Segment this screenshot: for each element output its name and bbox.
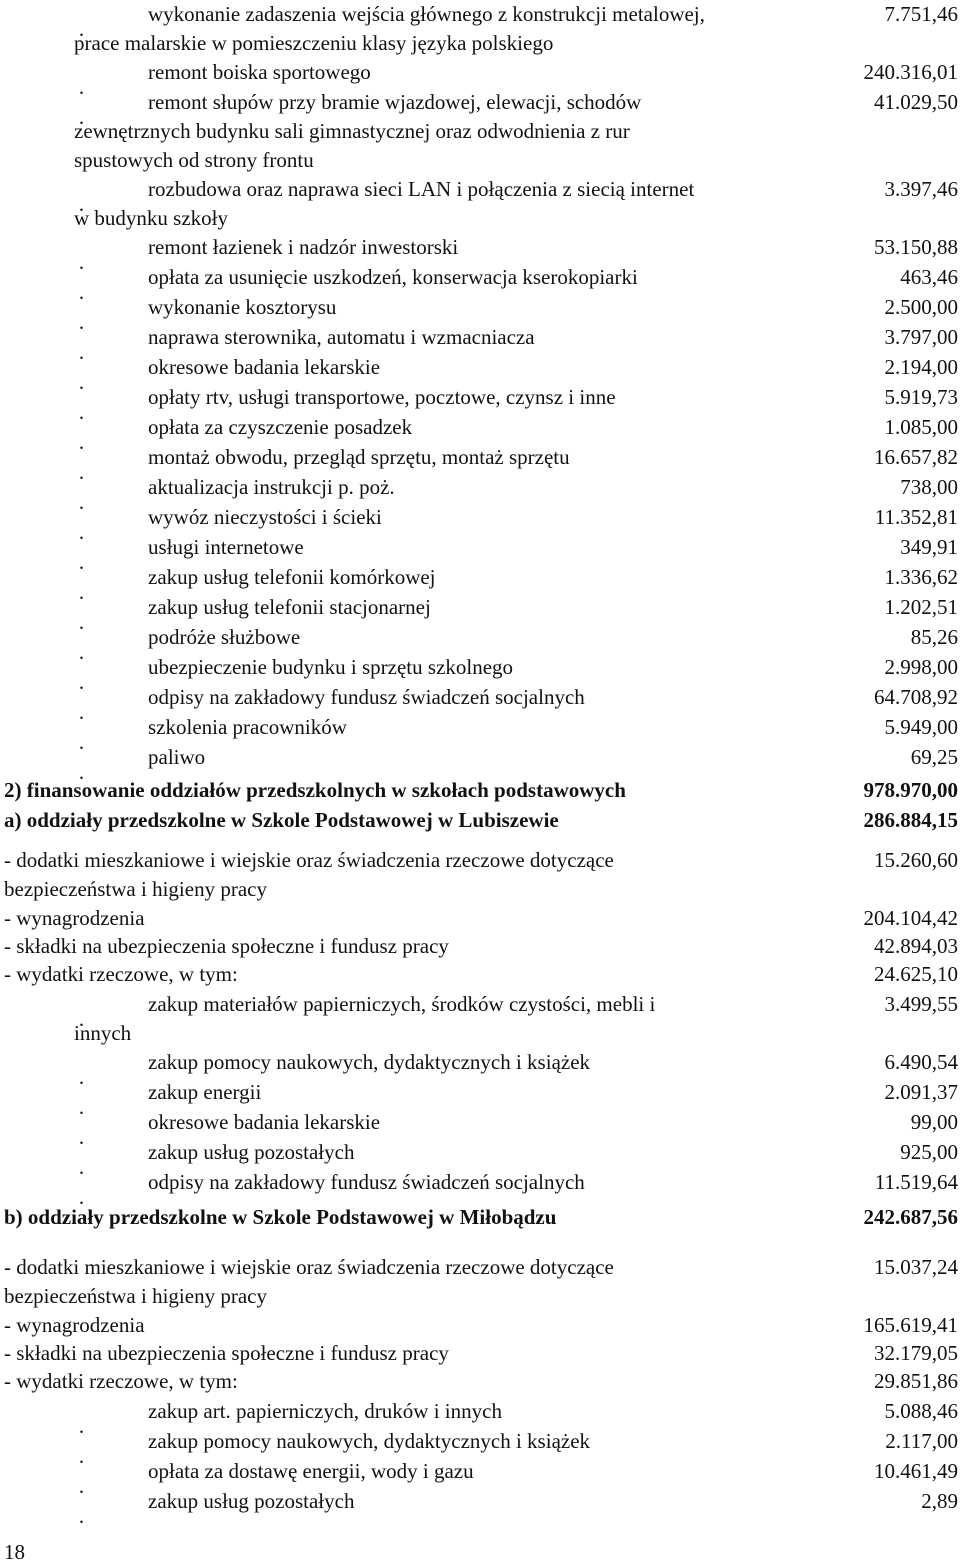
bullet-entry (0, 1138, 960, 1167)
entry-description: zakup usług telefonii stacjonarnej (148, 593, 885, 622)
entry-amount: 2.500,00 (885, 293, 960, 322)
entry-description: naprawa sterownika, automatu i wzmacniacza (148, 323, 885, 352)
page-number: 18 (4, 1538, 25, 1567)
entry-description: odpisy na zakładowy fundusz świadczeń socjalnych (148, 683, 874, 712)
bullet-entry (0, 88, 960, 175)
bullet-entry (0, 413, 960, 442)
bullet-entry (0, 473, 960, 502)
line-entry (0, 1311, 960, 1340)
entry-first-line (0, 932, 960, 961)
entry-first-line (0, 88, 960, 117)
entry-description: zakup energii (148, 1078, 885, 1107)
bullet-entry (0, 593, 960, 622)
line-entry (0, 1367, 960, 1396)
entry-amount: 15.260,60 (874, 846, 960, 875)
bullet-entry (0, 713, 960, 742)
entry-amount: 2.117,00 (885, 1427, 960, 1456)
bullet-entry (0, 1457, 960, 1486)
entry-amount: 7.751,46 (885, 0, 960, 29)
entry-first-line (0, 1203, 960, 1232)
entry-first-line (0, 503, 960, 532)
entry-first-line (0, 776, 960, 805)
entry-first-line (0, 383, 960, 412)
entry-amount: 240.316,01 (864, 58, 960, 87)
bullet-entry (0, 58, 960, 87)
entry-amount: 1.336,62 (885, 563, 960, 592)
entry-amount: 738,00 (900, 473, 960, 502)
entry-description: wywóz nieczystości i ścieki (148, 503, 875, 532)
entry-description: - składki na ubezpieczenia społeczne i fundusz pracy (4, 1339, 874, 1368)
entry-first-line (0, 263, 960, 292)
entry-description: remont łazienek i nadzór inwestorski (148, 233, 874, 262)
line-entry (0, 846, 960, 904)
bullet-entry (0, 175, 960, 233)
entry-description: zakup art. papierniczych, druków i innych (148, 1397, 885, 1426)
entry-amount: 6.490,54 (885, 1048, 960, 1077)
entry-amount: 11.519,64 (875, 1168, 960, 1197)
bullet-entry (0, 443, 960, 472)
entry-first-line (0, 1253, 960, 1282)
bullet-entry (0, 1487, 960, 1516)
entry-description: zakup usług telefonii komórkowej (148, 563, 885, 592)
entry-first-line (0, 1457, 960, 1486)
entry-description: zakup usług pozostałych (148, 1487, 921, 1516)
entry-first-line (0, 0, 960, 29)
entry-amount: 286.884,15 (864, 806, 960, 835)
entry-amount: 5.949,00 (885, 713, 960, 742)
entry-first-line (0, 175, 960, 204)
bullet-entry (0, 683, 960, 712)
entry-description-continuation: w budynku szkoły (0, 204, 960, 233)
entry-amount: 925,00 (900, 1138, 960, 1167)
entry-amount: 41.029,50 (874, 88, 960, 117)
entry-description: zakup pomocy naukowych, dydaktycznych i książek (148, 1427, 885, 1456)
entry-amount: 978.970,00 (864, 776, 960, 805)
line-entry (0, 960, 960, 989)
entry-first-line (0, 1487, 960, 1516)
line-entry (0, 904, 960, 933)
bullet-entry (0, 323, 960, 352)
line-entry (0, 1253, 960, 1311)
entry-first-line (0, 353, 960, 382)
entry-first-line (0, 623, 960, 652)
bullet-entry (0, 353, 960, 382)
entry-first-line (0, 1108, 960, 1137)
entry-amount: 16.657,82 (874, 443, 960, 472)
entry-amount: 69,25 (911, 743, 960, 772)
entry-amount: 1.202,51 (885, 593, 960, 622)
entry-first-line (0, 233, 960, 262)
entry-first-line (0, 323, 960, 352)
entry-amount: 32.179,05 (874, 1339, 960, 1368)
entry-first-line (0, 473, 960, 502)
bullet-entry (0, 263, 960, 292)
entry-amount: 29.851,86 (874, 1367, 960, 1396)
entry-first-line (0, 1427, 960, 1456)
entry-first-line (0, 1168, 960, 1197)
entry-description-continuation: bezpieczeństwa i higieny pracy (0, 875, 960, 904)
entry-description: - wynagrodzenia (4, 904, 864, 933)
bullet-entry (0, 1108, 960, 1137)
bullet-entry (0, 1397, 960, 1426)
bullet-entry (0, 1427, 960, 1456)
bullet-entry (0, 1168, 960, 1197)
entry-description: 2) finansowanie oddziałów przedszkolnych w szkołach podstawowych (4, 776, 864, 805)
entry-description: - wydatki rzeczowe, w tym: (4, 960, 874, 989)
entry-description-continuation: spustowych od strony frontu (0, 146, 960, 175)
entry-amount: 3.797,00 (885, 323, 960, 352)
entry-description: - dodatki mieszkaniowe i wiejskie oraz świadczenia rzeczowe dotyczące (4, 1253, 874, 1282)
bullet-entry (0, 383, 960, 412)
entry-amount: 11.352,81 (875, 503, 960, 532)
entry-first-line (0, 533, 960, 562)
section-heading (0, 806, 960, 835)
entry-description: rozbudowa oraz naprawa sieci LAN i połączenia z siecią internet (148, 175, 885, 204)
entry-amount: 42.894,03 (874, 932, 960, 961)
entry-first-line (0, 806, 960, 835)
entry-description: paliwo (148, 743, 911, 772)
entry-first-line (0, 1397, 960, 1426)
entry-first-line (0, 713, 960, 742)
entry-description: wykonanie kosztorysu (148, 293, 885, 322)
entry-amount: 2.194,00 (885, 353, 960, 382)
entry-amount: 1.085,00 (885, 413, 960, 442)
entry-first-line (0, 293, 960, 322)
entry-amount: 5.919,73 (885, 383, 960, 412)
bullet-entry (0, 653, 960, 682)
entry-description: ubezpieczenie budynku i sprzętu szkolnego (148, 653, 885, 682)
entry-description: - składki na ubezpieczenia społeczne i fundusz pracy (4, 932, 874, 961)
entry-amount: 10.461,49 (874, 1457, 960, 1486)
entry-description: remont boiska sportowego (148, 58, 864, 87)
entry-description: opłaty rtv, usługi transportowe, pocztowe, czynsz i inne (148, 383, 885, 412)
bullet-entry (0, 990, 960, 1048)
entry-first-line (0, 683, 960, 712)
entry-description: opłata za usunięcie uszkodzeń, konserwacja kserokopiarki (148, 263, 900, 292)
entry-first-line (0, 1078, 960, 1107)
entry-first-line (0, 653, 960, 682)
line-entry (0, 932, 960, 961)
entry-amount: 85,26 (911, 623, 960, 652)
entry-first-line (0, 1138, 960, 1167)
entry-description-continuation: bezpieczeństwa i higieny pracy (0, 1282, 960, 1311)
entry-description: odpisy na zakładowy fundusz świadczeń socjalnych (148, 1168, 875, 1197)
bullet-entry (0, 533, 960, 562)
entry-first-line (0, 990, 960, 1019)
bullet-entry (0, 293, 960, 322)
entry-first-line (0, 743, 960, 772)
entry-description: montaż obwodu, przegląd sprzętu, montaż sprzętu (148, 443, 874, 472)
entry-description: wykonanie zadaszenia wejścia głównego z konstrukcji metalowej, (148, 0, 885, 29)
entry-amount: 2.091,37 (885, 1078, 960, 1107)
bullet-entry (0, 563, 960, 592)
entry-first-line (0, 58, 960, 87)
entry-description: opłata za czyszczenie posadzek (148, 413, 885, 442)
entry-description: remont słupów przy bramie wjazdowej, elewacji, schodów (148, 88, 874, 117)
entry-description: szkolenia pracowników (148, 713, 885, 742)
entry-amount: 99,00 (911, 1108, 960, 1137)
entry-amount: 15.037,24 (874, 1253, 960, 1282)
entry-description: - dodatki mieszkaniowe i wiejskie oraz świadczenia rzeczowe dotyczące (4, 846, 874, 875)
entry-description: - wydatki rzeczowe, w tym: (4, 1367, 874, 1396)
entry-amount: 5.088,46 (885, 1397, 960, 1426)
entry-description: a) oddziały przedszkolne w Szkole Podstawowej w Lubiszewie (4, 806, 864, 835)
entry-amount: 165.619,41 (864, 1311, 960, 1340)
entry-amount: 64.708,92 (874, 683, 960, 712)
entry-first-line (0, 960, 960, 989)
entry-description: zakup pomocy naukowych, dydaktycznych i książek (148, 1048, 885, 1077)
section-heading (0, 1203, 960, 1232)
entry-first-line (0, 1311, 960, 1340)
section-heading (0, 776, 960, 805)
entry-description: - wynagrodzenia (4, 1311, 864, 1340)
entry-amount: 2.998,00 (885, 653, 960, 682)
entry-first-line (0, 1339, 960, 1368)
entry-first-line (0, 904, 960, 933)
entry-amount: 463,46 (900, 263, 960, 292)
entry-description-continuation: prace malarskie w pomieszczeniu klasy języka polskiego (0, 29, 960, 58)
entry-amount: 53.150,88 (874, 233, 960, 262)
bullet-entry (0, 503, 960, 532)
bullet-entry (0, 623, 960, 652)
entry-first-line (0, 846, 960, 875)
entry-description: okresowe badania lekarskie (148, 1108, 911, 1137)
entry-description: okresowe badania lekarskie (148, 353, 885, 382)
entry-amount: 3.499,55 (885, 990, 960, 1019)
entry-first-line (0, 413, 960, 442)
entry-description: podróże służbowe (148, 623, 911, 652)
entry-amount: 3.397,46 (885, 175, 960, 204)
entry-description-continuation: innych (0, 1019, 960, 1048)
entry-description: zakup usług pozostałych (148, 1138, 900, 1167)
entry-description: aktualizacja instrukcji p. poż. (148, 473, 900, 502)
bullet-entry (0, 743, 960, 772)
entry-first-line (0, 1367, 960, 1396)
entry-description: usługi internetowe (148, 533, 900, 562)
entry-first-line (0, 593, 960, 622)
bullet-entry (0, 1078, 960, 1107)
bullet-entry (0, 1048, 960, 1077)
entry-first-line (0, 443, 960, 472)
entry-description-continuation: zewnętrznych budynku sali gimnastycznej oraz odwodnienia z rur (0, 117, 960, 146)
entry-description: b) oddziały przedszkolne w Szkole Podstawowej w Miłobądzu (4, 1203, 864, 1232)
entry-first-line (0, 1048, 960, 1077)
entry-first-line (0, 563, 960, 592)
entry-amount: 349,91 (900, 533, 960, 562)
bullet-entry (0, 0, 960, 58)
entry-amount: 2,89 (921, 1487, 960, 1516)
entry-amount: 242.687,56 (864, 1203, 960, 1232)
entry-description: zakup materiałów papierniczych, środków czystości, mebli i (148, 990, 885, 1019)
entry-description: opłata za dostawę energii, wody i gazu (148, 1457, 874, 1486)
line-entry (0, 1339, 960, 1368)
entry-amount: 24.625,10 (874, 960, 960, 989)
bullet-entry (0, 233, 960, 262)
entry-amount: 204.104,42 (864, 904, 960, 933)
